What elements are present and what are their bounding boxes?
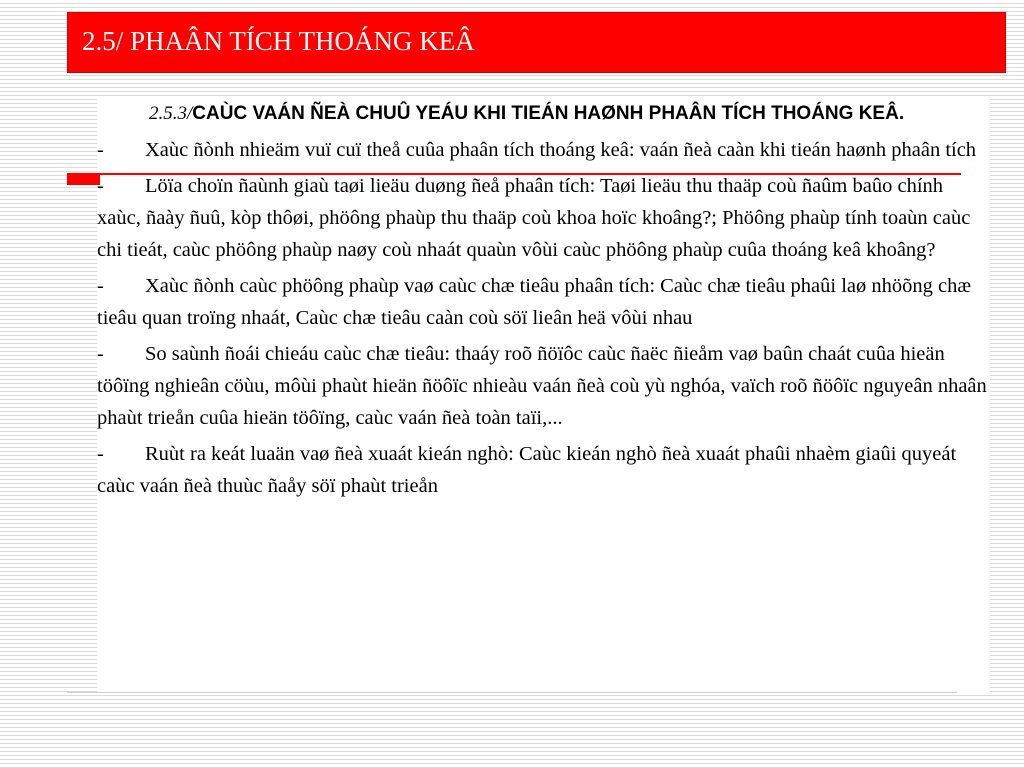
bullet-text: Ruùt ra keát luaän vaø ñeà xuaát kieán nghò: Caùc kieán nghò ñeà xuaát phaûi nhaèm giaûi quyeát caùc vaán ñeà thuùc ñaåy söï phaùt trieån: [97, 443, 957, 497]
section-number: 2.5.3/: [149, 103, 193, 124]
bullet-text: So saùnh ñoái chieáu caùc chæ tieâu: thaáy roõ ñöïôc caùc ñaëc ñieåm vaø baûn chaát cuûa hieän töôïng nghieân cöùu, môùi phaùt hieän ñöôïc nhieàu vaán ñeà coù yù nghóa, vaïch roõ ñöôïc nguyeân nhaân phaùt trieån cuûa hieän töôïng, caùc vaán ñeà toàn taïi,...: [97, 343, 987, 429]
title-bar: [67, 12, 1006, 73]
bullet-text: Löïa choïn ñaùnh giaù taøi lieäu duøng ñeå phaân tích: Taøi lieäu thu thaäp coù ñaûm baûo chính xaùc, ñaày ñuû, kòp thôøi, phöông phaùp thu thaäp coù khoa hoïc khoâng?; Phöông phaùp tính toaùn caùc chi tieát, caùc phöông phaùp naøy coù nhaát quaùn vôùi caùc phöông phaùp cuûa thoáng keâ khoâng?: [97, 175, 971, 261]
bullet-marker: -: [97, 343, 104, 365]
section-heading-text: CAÙC VAÁN ÑEÀ CHUÛ YEÁU KHI TIEÁN HAØNH PHAÂN TÍCH THOÁNG KEÂ.: [192, 103, 905, 124]
bottom-divider: [67, 692, 957, 693]
bullet-marker: -: [97, 443, 104, 465]
bullet-marker: -: [97, 175, 104, 197]
content-area: [97, 97, 990, 695]
bullet-item: [97, 270, 990, 334]
bullet-marker: -: [97, 139, 104, 161]
bullet-item: [97, 438, 990, 502]
bullet-item: [97, 170, 990, 266]
bullet-text: Xaùc ñònh nhieäm vuï cuï theå cuûa phaân tích thoáng keâ: vaán ñeà caàn khi tieán haønh phaân tích: [145, 139, 977, 161]
bullet-item: [97, 134, 990, 166]
bullet-text: Xaùc ñònh caùc phöông phaùp vaø caùc chæ tieâu phaân tích: Caùc chæ tieâu phaûi laø nhöõng chæ tieâu quan troïng nhaát, Caùc chæ tieâu caàn coù söï lieân heä vôùi nhau: [97, 275, 972, 329]
accent-square: [67, 173, 100, 185]
bullet-marker: -: [97, 275, 104, 297]
slide-title: 2.5/ PHAÂN TÍCH THOÁNG KEÂ: [82, 26, 475, 56]
bullet-item: [97, 338, 990, 434]
section-heading: [97, 97, 990, 130]
